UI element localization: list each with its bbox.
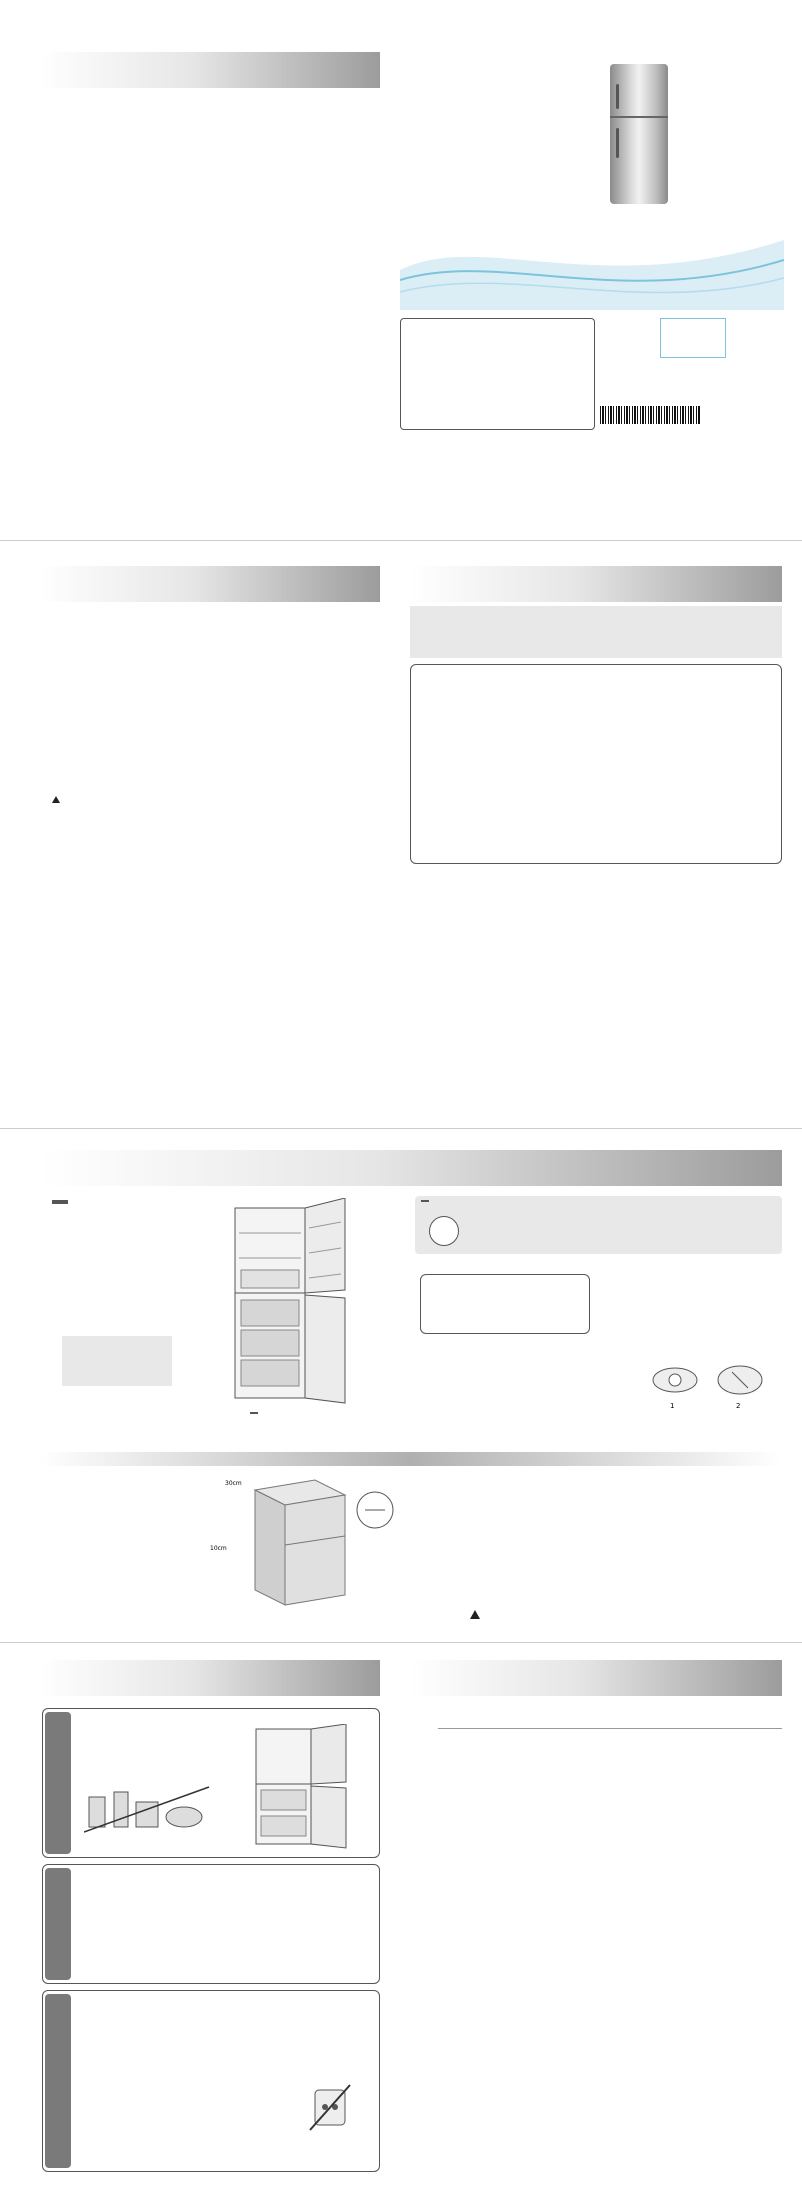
start-note (470, 1610, 484, 1619)
unplug-icon (300, 2080, 360, 2140)
page-fold-2 (0, 1128, 802, 1129)
lamp-replace-diagram (640, 1350, 780, 1410)
clean-tab (45, 1712, 71, 1854)
safety-tips (410, 870, 782, 980)
section4-band (410, 1660, 782, 1696)
svg-text:1: 1 (670, 1402, 675, 1410)
page-fold-1 (0, 540, 802, 541)
freezer-warning-box (62, 1336, 172, 1386)
defrost-panel (42, 1864, 380, 1984)
safety-top-notes (410, 606, 782, 658)
section3-title (48, 1660, 56, 1696)
cover-warning-box (400, 318, 595, 430)
section1-title (418, 566, 432, 602)
page-fold-3 (0, 1642, 802, 1643)
defrost-tab (45, 1868, 71, 1980)
parts-title (52, 1200, 68, 1204)
svg-text:10cm: 10cm (210, 1545, 227, 1552)
triangle-warning-icon (52, 796, 60, 803)
cleaning-products-icon (84, 1782, 214, 1837)
svg-text:2: 2 (736, 1402, 741, 1410)
fridge-photo (610, 64, 668, 204)
section5-band (40, 52, 380, 88)
mode-setting-box (420, 1274, 590, 1334)
start-bar (410, 1452, 782, 1466)
install-bar (40, 1452, 410, 1466)
section5-title (48, 52, 56, 88)
diagram-model-tag (250, 1412, 258, 1414)
section2-band (40, 1150, 782, 1186)
packing-note (52, 796, 63, 803)
placement-diagram (205, 1470, 405, 1610)
stop-use-tab (45, 1994, 71, 2168)
barcode (600, 406, 700, 424)
section4-title (418, 1660, 426, 1696)
service-card (660, 318, 726, 358)
section2-title (48, 1150, 56, 1186)
temp-control-title (421, 1200, 429, 1202)
open-fridge-diagram (195, 1198, 395, 1408)
section6-title (48, 566, 56, 602)
dirty-parts-diagram (236, 1724, 376, 1849)
faq-title-rule (438, 1728, 782, 1729)
eco-wave (400, 220, 784, 310)
thermostat-knob-icon (429, 1216, 459, 1246)
temp-control-panel (415, 1196, 782, 1254)
safety-items-box (410, 664, 782, 864)
svg-text:30cm: 30cm (225, 1480, 242, 1487)
section1-band (410, 566, 782, 602)
section6-band (40, 566, 380, 602)
warning-triangle-icon (470, 1610, 480, 1619)
section3-band (40, 1660, 380, 1696)
